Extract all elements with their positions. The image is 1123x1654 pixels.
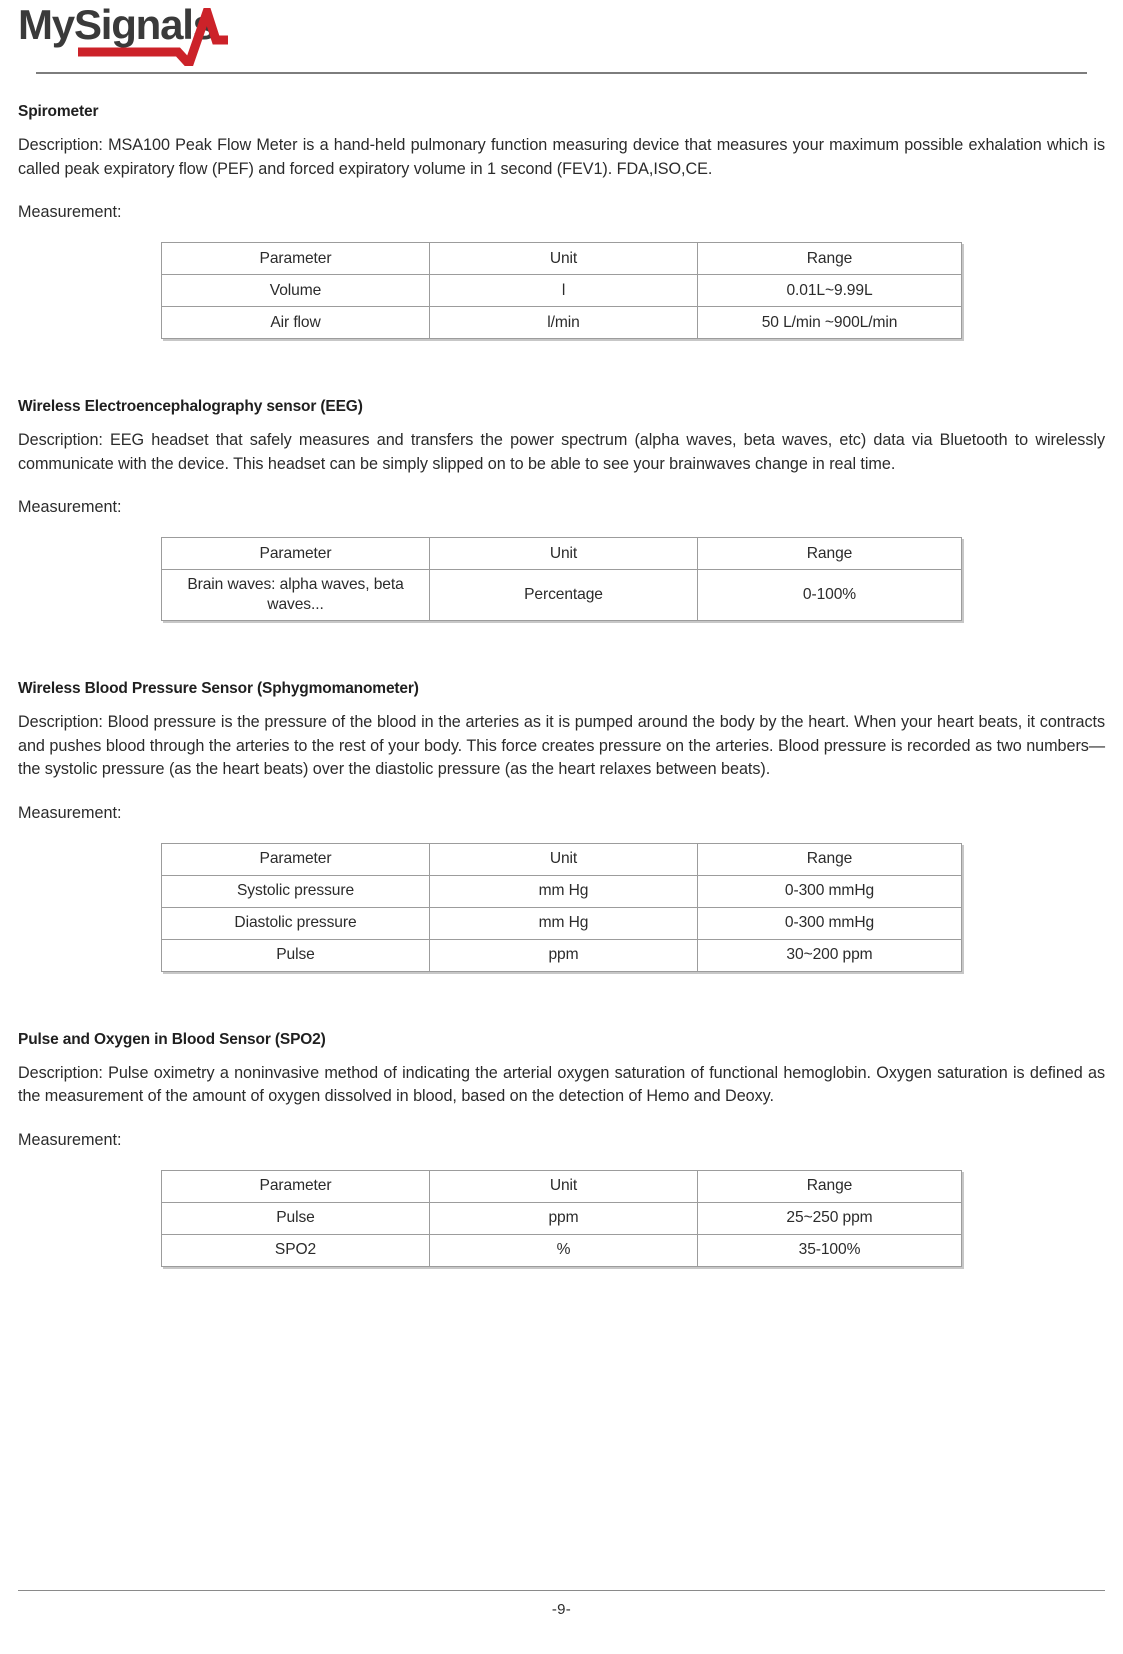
section-title: Spirometer: [18, 103, 99, 120]
section-spacer: [18, 972, 1105, 1030]
logo-wordmark: MySignals: [18, 1, 215, 48]
cell-unit: mm Hg: [430, 875, 698, 907]
cell-unit: mm Hg: [430, 907, 698, 939]
cell-range: 30~200 ppm: [698, 939, 962, 971]
measurement-table: [161, 843, 962, 972]
table-row: [162, 1234, 962, 1266]
cell-parameter: Brain waves: alpha waves, beta waves...: [162, 570, 430, 621]
column-header-range: Range: [698, 843, 962, 875]
mysignals-logo: [18, 2, 248, 58]
cell-parameter: Volume: [162, 275, 430, 307]
table-header-row: [162, 1170, 962, 1202]
measurement-table: [161, 537, 962, 621]
measurement-label: Measurement:: [18, 1130, 122, 1149]
table-row: [162, 907, 962, 939]
cell-parameter: Systolic pressure: [162, 875, 430, 907]
column-header-range: Range: [698, 538, 962, 570]
cell-range: 0-100%: [698, 570, 962, 621]
cell-parameter: Pulse: [162, 939, 430, 971]
page-footer: [18, 1590, 1105, 1618]
column-header-range: Range: [698, 1170, 962, 1202]
cell-range: 35-100%: [698, 1234, 962, 1266]
cell-unit: %: [430, 1234, 698, 1266]
cell-unit: l/min: [430, 307, 698, 339]
table-header-row: [162, 243, 962, 275]
table-row: [162, 1202, 962, 1234]
cell-range: 0-300 mmHg: [698, 875, 962, 907]
page-content: [18, 76, 1105, 1267]
page-header: [18, 0, 1105, 76]
column-header-parameter: Parameter: [162, 843, 430, 875]
cell-unit: Percentage: [430, 570, 698, 621]
ecg-waveform-icon: [76, 8, 248, 66]
column-header-unit: Unit: [430, 538, 698, 570]
column-header-parameter: Parameter: [162, 1170, 430, 1202]
cell-unit: ppm: [430, 939, 698, 971]
section-description: Description: Blood pressure is the pressure of the blood in the arteries as it is pumped around the body by the heart. When your heart beats, it contracts and pushes blood through the arteries to the rest of your body. This force creates pressure on the arteries. Blood pressure is recorded as two numbers—the systolic pressure (as the heart beats) over the diastolic pressure (as the heart relaxes between beats).: [18, 713, 1105, 778]
section-title: Wireless Electroencephalography sensor (EEG): [18, 398, 363, 415]
section-title: Wireless Blood Pressure Sensor (Sphygmomanometer): [18, 680, 419, 697]
table-row: [162, 875, 962, 907]
column-header-range: Range: [698, 243, 962, 275]
section-description: Description: MSA100 Peak Flow Meter is a hand-held pulmonary function measuring device that measures your maximum possible exhalation which is called peak expiratory flow (PEF) and forced expiratory volume in 1 second (FEV1). FDA,ISO,CE.: [18, 136, 1105, 178]
cell-range: 0.01L~9.99L: [698, 275, 962, 307]
cell-unit: ppm: [430, 1202, 698, 1234]
column-header-parameter: Parameter: [162, 538, 430, 570]
section-spo2: [18, 1030, 1105, 1267]
measurement-label: Measurement:: [18, 203, 122, 221]
section-spacer: [18, 339, 1105, 397]
section-spirometer: [18, 102, 1105, 339]
section-title: Pulse and Oxygen in Blood Sensor (SPO2): [18, 1030, 326, 1048]
section-description: Description: EEG headset that safely measures and transfers the power spectrum (alpha waves, beta waves, etc) data via Bluetooth to wirelessly communicate with the device. This headset can be simply slipped on to be able to see your brainwaves change in real time.: [18, 431, 1105, 473]
table-row: [162, 939, 962, 971]
measurement-table: [161, 1170, 962, 1267]
table-header-row: [162, 843, 962, 875]
table-header-row: [162, 538, 962, 570]
measurement-label: Measurement:: [18, 498, 122, 516]
cell-range: 50 L/min ~900L/min: [698, 307, 962, 339]
measurement-label: Measurement:: [18, 803, 122, 822]
measurement-table: [161, 242, 962, 339]
section-eeg: [18, 397, 1105, 621]
table-row: [162, 570, 962, 621]
section-spacer: [18, 621, 1105, 679]
cell-range: 0-300 mmHg: [698, 907, 962, 939]
column-header-parameter: Parameter: [162, 243, 430, 275]
table-row: [162, 307, 962, 339]
section-blood-pressure: [18, 679, 1105, 972]
column-header-unit: Unit: [430, 243, 698, 275]
cell-unit: l: [430, 275, 698, 307]
cell-parameter: Air flow: [162, 307, 430, 339]
cell-range: 25~250 ppm: [698, 1202, 962, 1234]
column-header-unit: Unit: [430, 1170, 698, 1202]
page-number: -9-: [551, 1601, 572, 1618]
header-divider: [36, 72, 1087, 74]
cell-parameter: Pulse: [162, 1202, 430, 1234]
cell-parameter: Diastolic pressure: [162, 907, 430, 939]
table-row: [162, 275, 962, 307]
cell-parameter: SPO2: [162, 1234, 430, 1266]
footer-divider: [18, 1590, 1105, 1591]
column-header-unit: Unit: [430, 843, 698, 875]
section-description: Description: Pulse oximetry a noninvasive method of indicating the arterial oxygen saturation of functional hemoglobin. Oxygen saturation is defined as the measurement of the amount of oxygen dissolved in blood, based on the detection of Hemo and Deoxy.: [18, 1063, 1105, 1105]
